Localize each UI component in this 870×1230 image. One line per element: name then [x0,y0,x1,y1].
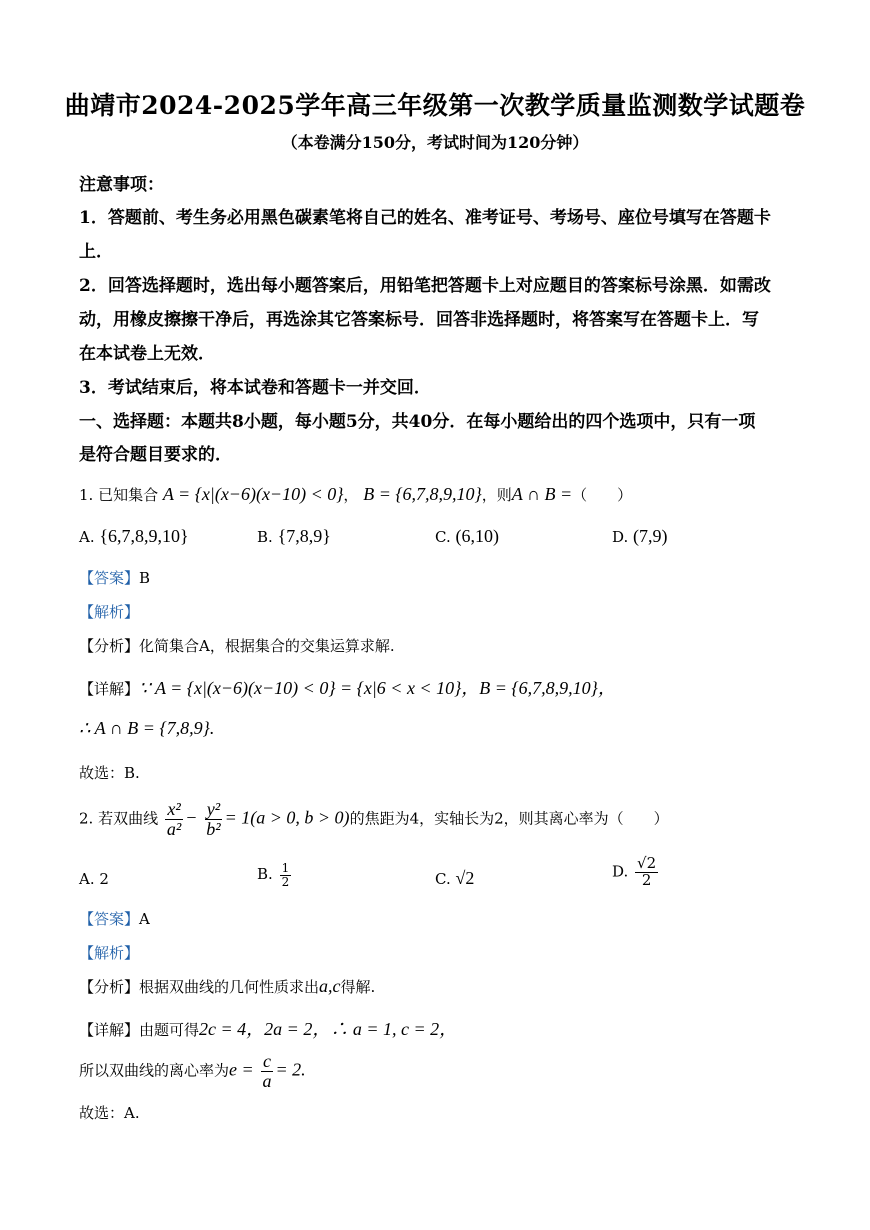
page-title: 曲靖市2024-2025学年高三年级第一次教学质量监测数学试题卷 [64,91,806,120]
q1-xiangjie-tag: 【详解】 [79,680,140,698]
q2-option-b-num: 1 [281,861,290,875]
q2-fenxi-text: 根据双曲线的几何性质求出 [139,978,320,996]
q1-ask-prefix: ，则 [481,486,512,504]
q1-xiangjie [79,674,616,700]
notice-item2-line2: 动，用橡皮擦擦干净后，再选涂其它答案标号．回答非选择题时，将答案写在答题卡上．写 [79,310,759,330]
q2-minus: − [185,807,198,828]
notice-item2-line1: 2．回答选择题时，选出每小题答案后，用铅笔把答题卡上对应题目的答案标号涂黑．如需改 [79,276,771,296]
q2-frac-y [204,800,222,839]
q2-ecc-lhs: e = [229,1059,254,1080]
q1-option-b-label: B. [257,528,273,546]
q2-choose: 故选：A. [79,1104,140,1122]
q1-option-c [435,526,499,547]
q2-rest-expr: = 1(a > 0, b > 0) [224,807,350,828]
q2-option-d-num: √2 [637,854,657,872]
q1-answer-tag: 【答案】 [79,569,140,587]
q2-ecc-text: 所以双曲线的离心率为 [79,1061,230,1080]
q1-set-b: B = {6,7,8,9,10} [363,484,482,504]
q2-ecc-den: a [262,1070,272,1091]
q2-option-a-label: A. [79,870,95,888]
q2-ecc-frac [260,1052,273,1091]
q2-fenxi-expr: a,c [319,976,341,996]
q1-fenxi-text: 化简集合A，根据集合的交集运算求解. [139,637,395,655]
q2-option-d-label: D. [612,862,629,881]
q1-ask-expr: A ∩ B = [511,484,573,504]
q2-eccentricity [79,1052,306,1091]
q2-ecc-num: c [262,1051,271,1071]
notice-item1-line1: 1．答题前、考生务必用黑色碳素笔将自己的姓名、准考证号、考场号、座位号填写在答题卡 [79,208,771,228]
q2-analysis-tag: 【解析】 [79,944,140,962]
q1-prefix: 1. 已知集合 [79,486,159,504]
q1-xiangjie-expr: ∵ A = {x|(x−6)(x−10) < 0} = {x|6 < x < 10}，B = {6,7,8,9,10}， [139,678,616,698]
q2-option-a-value: 2 [99,870,109,888]
q2-option-c-label: C. [435,870,451,888]
q1-option-c-value: (6,10) [455,526,499,546]
notice-item3: 3．考试结束后，将本试卷和答题卡一并交回． [79,378,431,398]
notice-heading: 注意事项： [79,175,164,195]
q2-option-c-value: √2 [455,868,475,888]
q1-option-a-value: {6,7,8,9,10} [99,526,189,546]
q2-option-b-label: B. [257,865,273,884]
q2-frac-y-num: y² [206,799,221,819]
notice-item1-line2: 上． [79,242,113,262]
q1-answer-value: B [139,569,151,587]
q2-option-c [435,868,474,889]
q1-choose: 故选：B. [79,764,140,782]
q1-option-b-value: {7,8,9} [277,526,331,546]
q2-option-b-den: 2 [281,874,290,889]
q1-option-d [612,526,668,547]
q1-sep: ， [343,486,359,504]
q2-fenxi-end: 得解. [340,978,376,996]
q2-option-a [79,870,109,888]
question-2-stem [79,800,669,839]
q1-option-d-label: D. [612,528,629,546]
q1-option-c-label: C. [435,528,451,546]
q1-option-d-value: (7,9) [633,526,668,546]
section1-line1: 一、选择题：本题共8小题，每小题5分，共40分．在每小题给出的四个选项中，只有一项 [79,412,756,432]
q2-ecc-rhs: = 2. [275,1059,306,1080]
q1-analysis-tag: 【解析】 [79,603,140,621]
q1-option-b [257,526,331,547]
q2-answer-value: A [139,910,150,928]
q2-answer [79,908,150,929]
q2-fenxi-tag: 【分析】 [79,978,140,996]
q2-suffix: 的焦距为4，实轴长为2，则其离心率为（ ） [349,809,669,828]
q2-xiangjie-tag: 【详解】 [79,1021,140,1039]
q1-ask-paren: （ ） [572,486,633,504]
q2-prefix: 2. 若双曲线 [79,809,159,828]
q1-therefore [79,718,214,739]
q2-frac-x-den: a² [166,818,182,839]
section1-line2: 是符合题目要求的． [79,445,232,465]
notice-item2-line3: 在本试卷上无效． [79,344,215,364]
q1-fenxi [79,635,395,656]
q2-xiangjie-expr: 2c = 4，2a = 2，∴ a = 1, c = 2， [199,1019,458,1039]
q2-option-b [257,862,293,888]
q2-frac-y-den: b² [206,818,221,839]
q2-option-b-frac [280,862,292,888]
q1-therefore-expr: ∴ A ∩ B = {7,8,9}. [79,718,215,738]
q2-fenxi [79,976,375,997]
q2-answer-tag: 【答案】 [79,910,140,928]
q2-option-d-frac [635,856,658,889]
q1-fenxi-tag: 【分析】 [79,637,140,655]
q2-frac-x-num: x² [167,799,181,819]
q2-xiangjie [79,1015,457,1041]
q1-answer [79,567,150,588]
q2-xiangjie-text: 由题可得 [139,1021,200,1039]
q2-option-d [612,856,660,889]
q1-option-a-label: A. [79,528,95,546]
question-1-stem [79,484,632,505]
q1-set-a: A = {x|(x−6)(x−10) < 0} [162,484,344,504]
page-subtitle: （本卷满分150分，考试时间为120分钟） [281,133,589,152]
q2-frac-x [165,800,183,839]
q2-option-d-den: 2 [641,870,652,889]
q1-option-a [79,526,189,547]
